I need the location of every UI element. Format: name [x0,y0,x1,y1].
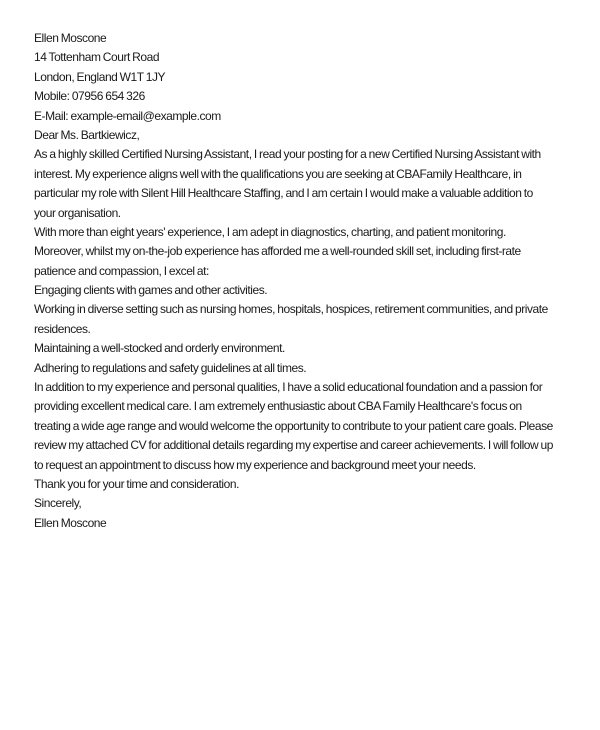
skill-item-continued: residences. [34,321,91,336]
paragraph-line: treating a wide age range and would welcome the opportunity to contribute to your patient care goals. Please [34,418,553,433]
paragraph-line: With more than eight years' experience, I am adept in diagnostics, charting, and patient monitoring. [34,224,506,239]
paragraph-intro [34,145,574,223]
skill-item: Adhering to regulations and safety guidelines at all times. [34,360,307,375]
skill-item: Working in diverse setting such as nursing homes, hospitals, hospices, retirement communities, and private [34,302,548,317]
skill-item: Maintaining a well-stocked and orderly environment. [34,341,285,356]
paragraph-line: review my attached CV for additional details regarding my expertise and career achievements. I will follow up [34,438,553,453]
paragraph-line: to request an appointment to discuss how my experience and background meet your needs. [34,457,476,472]
paragraph-education [34,378,574,475]
sender-mobile: Mobile: 07956 654 326 [34,89,145,104]
thanks-line: Thank you for your time and consideration. [34,476,239,491]
sender-address-line1: 14 Tottenham Court Road [34,50,160,65]
paragraph-line: Moreover, whilst my on-the-job experience has afforded me a well-rounded skill set, including first-rate [34,244,521,259]
salutation: Dear Ms. Bartkiewicz, [34,127,140,142]
sender-name: Ellen Moscone [34,31,107,45]
closing: Sincerely, [34,496,82,511]
paragraph-line: In addition to my experience and personal qualities, I have a solid educational foundation and a passion for [34,380,543,395]
paragraph-experience [34,223,574,281]
paragraph-line: providing excellent medical care. I am extremely enthusiastic about CBA Family Healthcare's focus on [34,399,522,414]
paragraph-line: particular my role with Silent Hill Healthcare Staffing, and I am certain I would make a valuable addition to [34,186,533,201]
paragraph-line: patience and compassion, I excel at: [34,263,209,278]
sender-address-line2: London, England W1T 1JY [34,69,166,84]
skills-list [34,281,574,378]
paragraph-line: As a highly skilled Certified Nursing Assistant, I read your posting for a new Certified Nursing Assistant with [34,147,541,162]
paragraph-line: interest. My experience aligns well with the qualifications you are seeking at CBAFamily Healthcare, in [34,166,522,181]
sender-email: E-Mail: example-email@example.com [34,108,221,123]
paragraph-line: your organisation. [34,205,121,220]
cover-letter [34,29,574,533]
skill-item: Engaging clients with games and other activities. [34,283,268,298]
signature: Ellen Moscone [34,515,107,530]
